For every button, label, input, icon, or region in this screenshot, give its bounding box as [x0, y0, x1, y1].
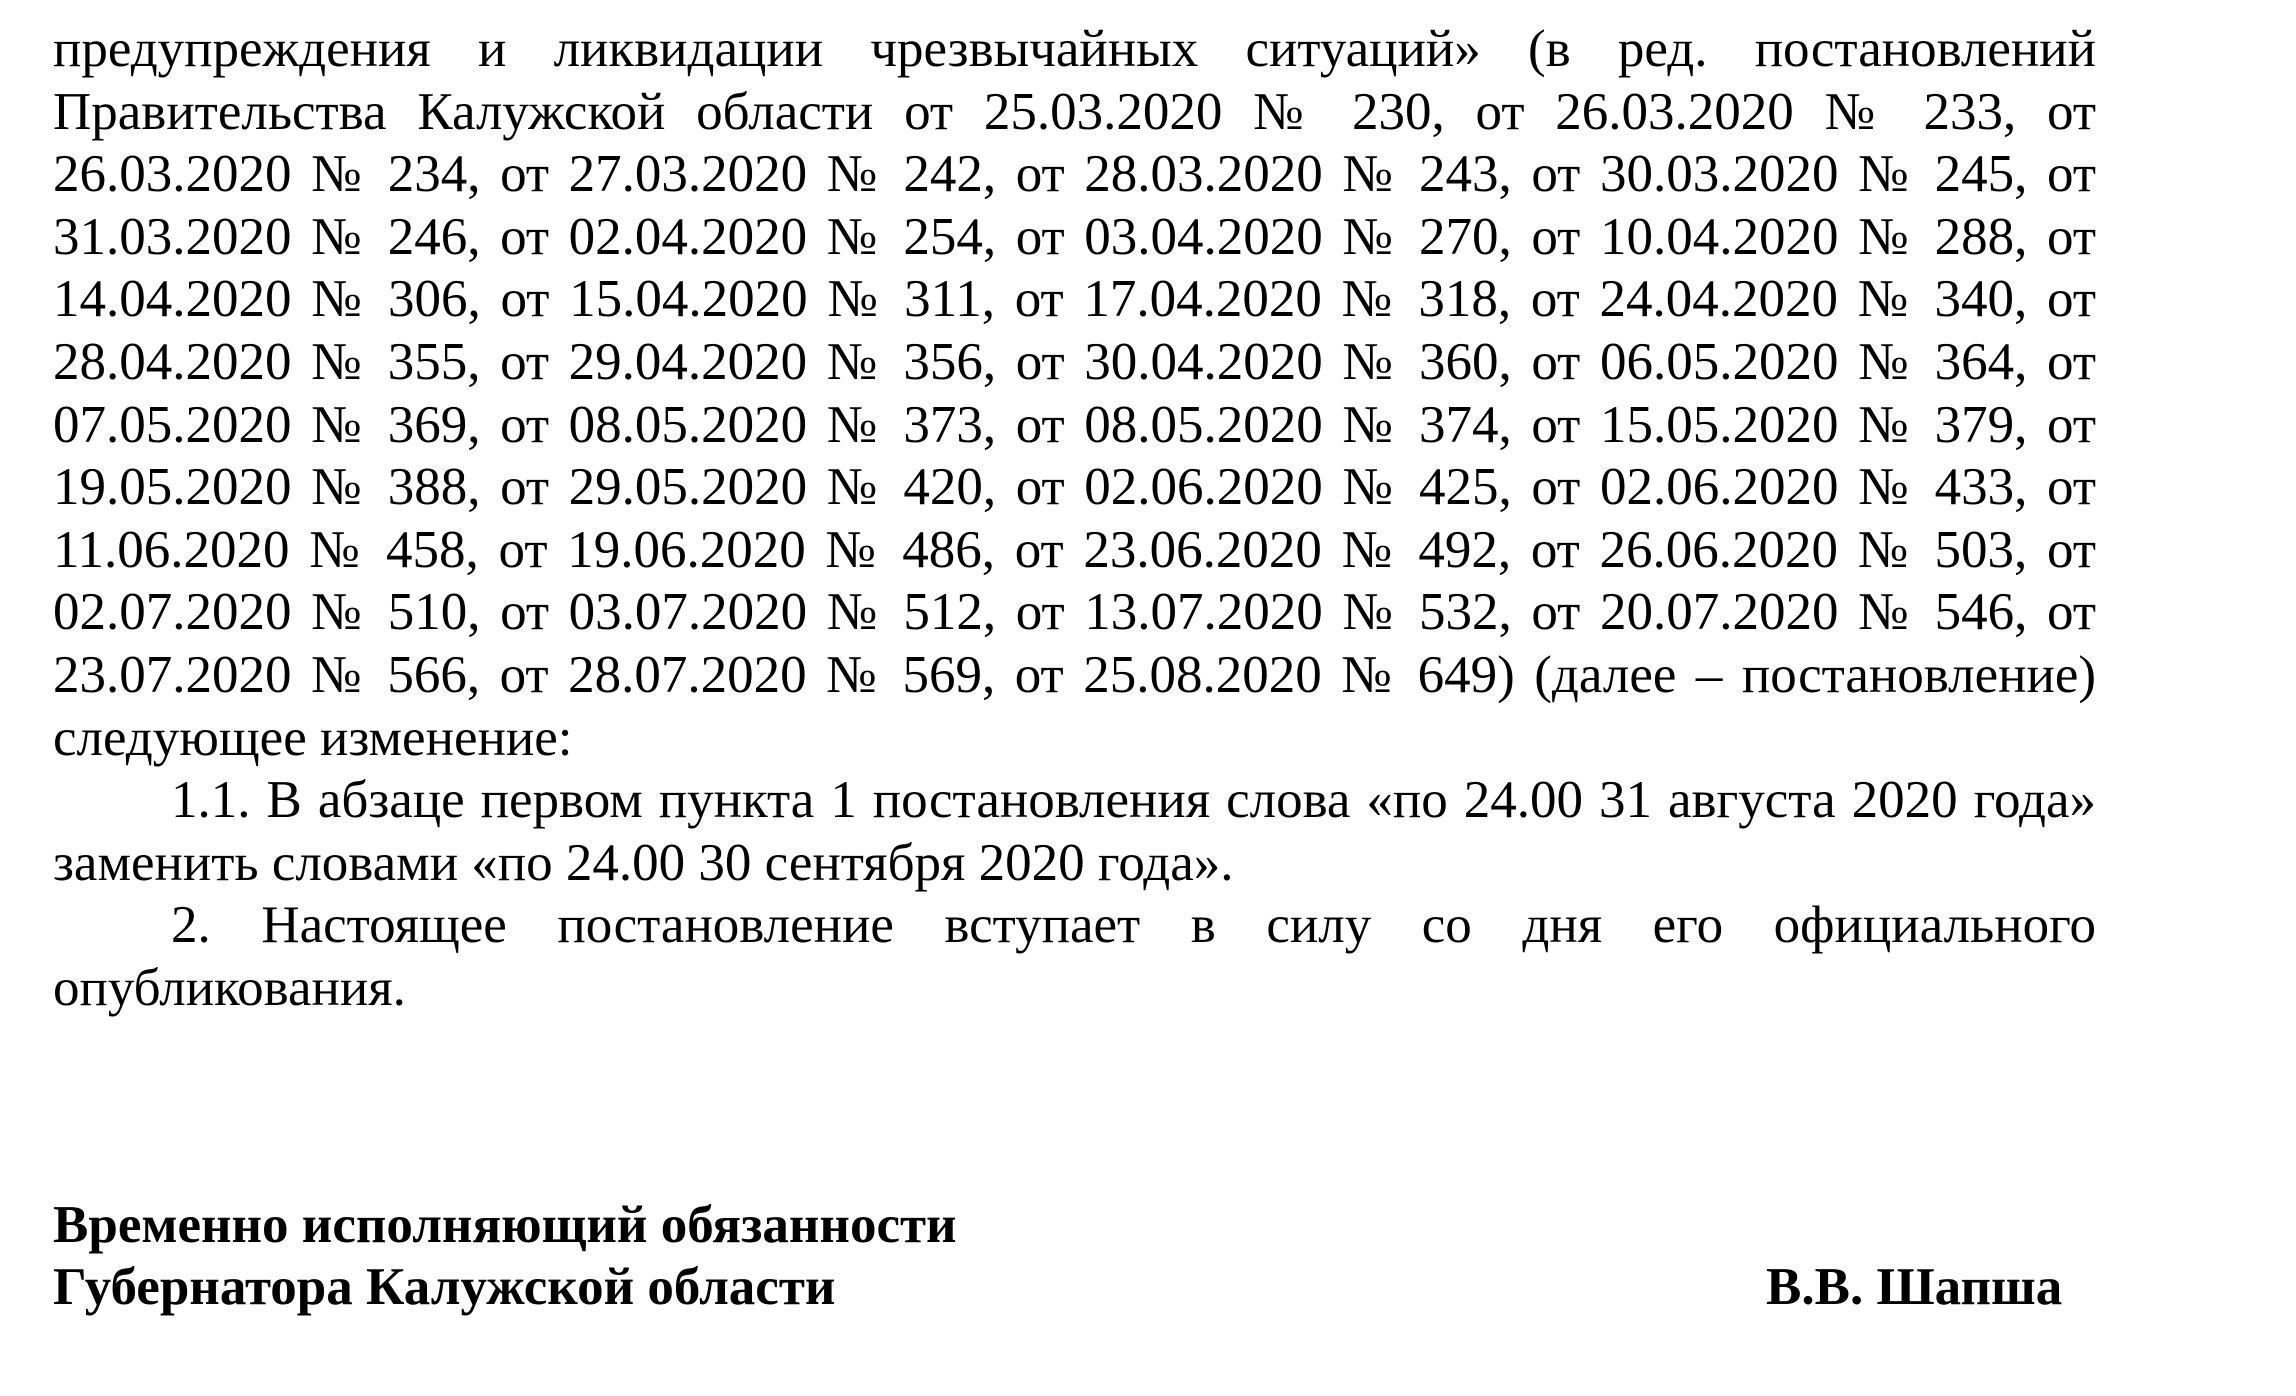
- signature-position-line-2: Губернатора Калужской области: [53, 1258, 836, 1316]
- signature-position-line-1: Временно исполняющий обязанности: [53, 1196, 957, 1254]
- clause-2-paragraph: 2. Настоящее постановление вступает в силу со дня его официального опубликования.: [53, 896, 2096, 1017]
- signatory-name: В.В. Шапша: [1766, 1258, 2063, 1316]
- clause-1-1-paragraph: 1.1. В абзаце первом пункта 1 постановления слова «по 24.00 31 августа 2020 года» заменить словами «по 24.00 30 сентября 2020 года».: [53, 771, 2096, 892]
- amendment-paragraph: предупреждения и ликвидации чрезвычайных ситуаций» (в ред. постановлений Правительства Калужской области от 25.03.2020 № 230, от 26.03.2020 № 233, от 26.03.2020 № 234, от 27.03.2020 № 242, от 28.03.2020 № 243, от 30.03.2020 № 245, от 31.03.2020 № 246, от 02.04.2020 № 254, от 03.04.2020 № 270, от 10.04.2020 № 288, от 14.04.2020 № 306, от 15.04.2020 № 311, от 17.04.2020 № 318, от 24.04.2020 № 340, от 28.04.2020 № 355, от 29.04.2020 № 356, от 30.04.2020 № 360, от 06.05.2020 № 364, от 07.05.2020 № 369, от 08.05.2020 № 373, от 08.05.2020 № 374, от 15.05.2020 № 379, от 19.05.2020 № 388, от 29.05.2020 № 420, от 02.06.2020 № 425, от 02.06.2020 № 433, от 11.06.2020 № 458, от 19.06.2020 № 486, от 23.06.2020 № 492, от 26.06.2020 № 503, от 02.07.2020 № 510, от 03.07.2020 № 512, от 13.07.2020 № 532, от 20.07.2020 № 546, от 23.07.2020 № 566, от 28.07.2020 № 569, от 25.08.2020 № 649) (далее – постановление) следующее изменение:: [53, 20, 2096, 767]
- document-body: [53, 18, 2096, 1020]
- signature-position: [53, 1194, 1253, 1318]
